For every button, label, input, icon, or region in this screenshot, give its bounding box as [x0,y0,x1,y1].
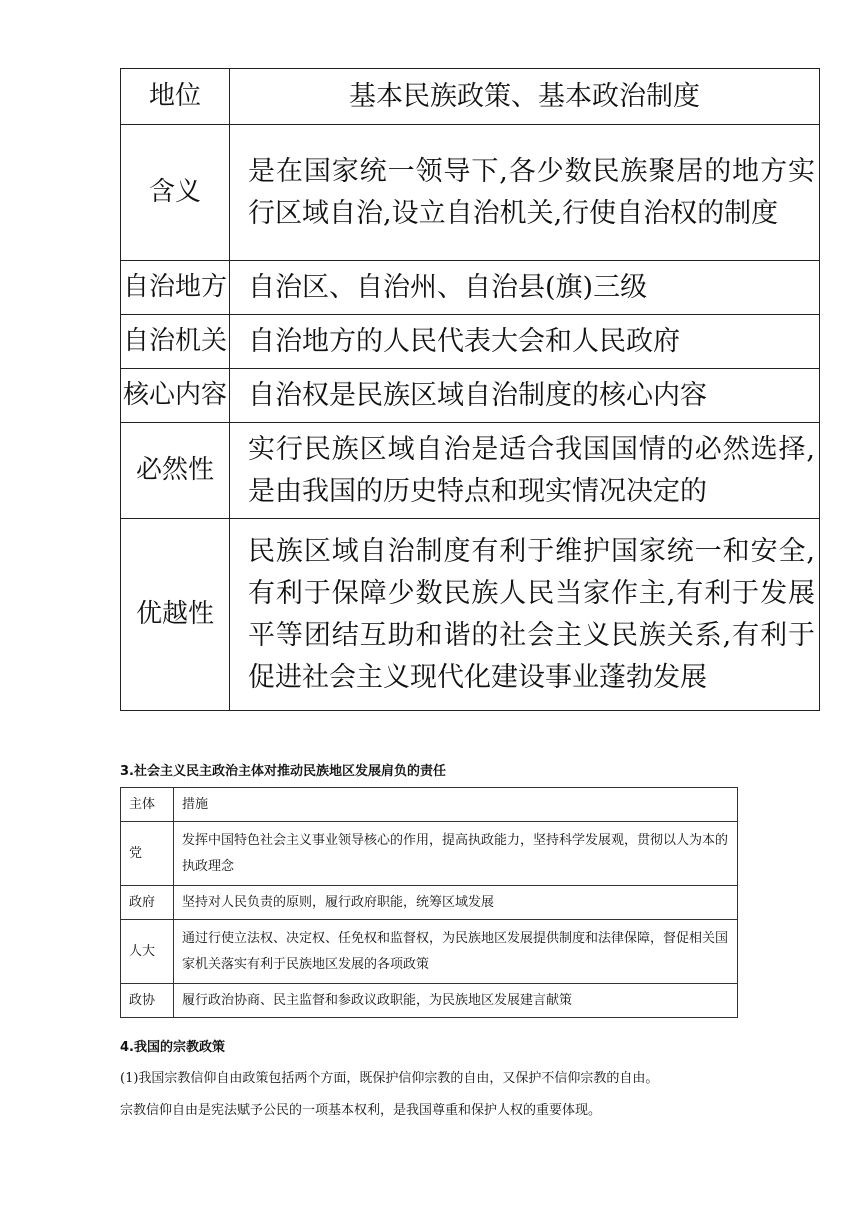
table-row [121,125,820,261]
header-measure: 措施 [174,788,738,822]
table-row [121,519,820,711]
row-value-autonomous-areas: 自治区、自治州、自治县(旗)三级 [230,261,820,315]
section-3-title: 3.社会主义民主政治主体对推动民族地区发展肩负的责任 [120,764,446,779]
subject-government: 政府 [121,886,174,920]
measure-npc: 通过行使立法权、决定权、任免权和监督权，为民族地区发展提供制度和法律保障，督促相关国家机关落实有利于民族地区发展的各项政策 [174,920,738,984]
table-row [121,920,738,984]
row-value-autonomous-organs: 自治地方的人民代表大会和人民政府 [230,315,820,369]
table-row [121,423,820,519]
row-value-superiority: 民族区域自治制度有利于维护国家统一和安全,有利于保障少数民族人民当家作主,有利于发展平等团结互助和谐的社会主义民族关系,有利于促进社会主义现代化建设事业蓬勃发展 [230,519,820,711]
table-header-row [121,788,738,822]
religion-paragraph-1: (1)我国宗教信仰自由政策包括两个方面，既保护信仰宗教的自由，又保护不信仰宗教的自由。 [120,1071,659,1086]
measure-party: 发挥中国特色社会主义事业领导核心的作用，提高执政能力，坚持科学发展观，贯彻以人为本的执政理念 [174,822,738,886]
row-value-necessity: 实行民族区域自治是适合我国国情的必然选择,是由我国的历史特点和现实情况决定的 [230,423,820,519]
table-row [121,261,820,315]
table-row [121,69,820,125]
row-key-autonomous-areas: 自治地方 [121,261,230,315]
row-key-necessity: 必然性 [121,423,230,519]
table-row [121,984,738,1018]
measure-government: 坚持对人民负责的原则，履行政府职能，统筹区域发展 [174,886,738,920]
responsibility-table [120,787,738,1018]
subject-party: 党 [121,822,174,886]
table-row [121,369,820,423]
subject-cppcc: 政协 [121,984,174,1018]
row-value-status: 基本民族政策、基本政治制度 [230,69,820,125]
row-value-core-content: 自治权是民族区域自治制度的核心内容 [230,369,820,423]
religion-paragraph-2: 宗教信仰自由是宪法赋予公民的一项基本权利，是我国尊重和保护人权的重要体现。 [120,1103,602,1118]
row-key-superiority: 优越性 [121,519,230,711]
section-4-title: 4.我国的宗教政策 [120,1040,225,1055]
row-key-meaning: 含义 [121,125,230,261]
table-row [121,822,738,886]
subject-npc: 人大 [121,920,174,984]
row-value-meaning: 是在国家统一领导下,各少数民族聚居的地方实行区域自治,设立自治机关,行使自治权的制度 [230,125,820,261]
row-key-core-content: 核心内容 [121,369,230,423]
table-row [121,886,738,920]
row-key-status: 地位 [121,69,230,125]
header-subject: 主体 [121,788,174,822]
row-key-autonomous-organs: 自治机关 [121,315,230,369]
ethnic-autonomy-table [120,68,820,711]
table-row [121,315,820,369]
measure-cppcc: 履行政治协商、民主监督和参政议政职能，为民族地区发展建言献策 [174,984,738,1018]
